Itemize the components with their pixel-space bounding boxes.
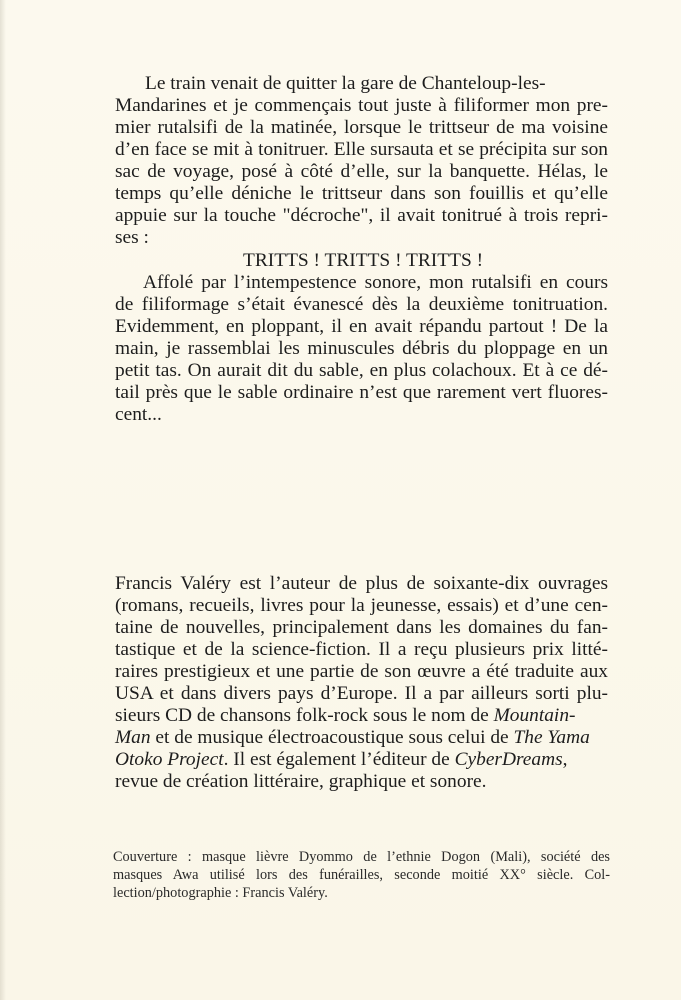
bio-line: USA et dans divers pays d’Europe. Il a par ailleurs sorti plu- (115, 683, 608, 704)
magazine-name: CyberDreams (454, 749, 563, 770)
excerpt-line: tail près que le sable ordinaire n’est que rarement vert fluores- (115, 382, 608, 403)
excerpt-line: Mandarines et je commençais tout juste à filiformer mon pre- (115, 95, 608, 116)
bio-line (115, 727, 590, 749)
excerpt-line: sac de voyage, posé à côté d’elle, sur la banquette. Hélas, le (115, 161, 608, 182)
bio-line: tastique et de la science-fiction. Il a reçu plusieurs prix litté- (115, 639, 608, 660)
excerpt-line: d’en face se mit à tonitruer. Elle sursauta et se précipita sur son (115, 139, 608, 160)
bio-line: taine de nouvelles, principalement dans les domaines du fan- (115, 617, 608, 638)
excerpt-exclamation: TRITTS ! TRITTS ! TRITTS ! (243, 250, 484, 271)
excerpt-line: Le train venait de quitter la gare de Chanteloup-les- (145, 73, 546, 94)
bio-line: raires prestigieux et une partie de son œuvre a été traduite aux (115, 661, 608, 682)
bio-line: revue de création littéraire, graphique et sonore. (115, 771, 487, 792)
bio-line (115, 749, 568, 771)
excerpt-line: main, je rassemblai les minuscules débris du ploppage en un (115, 338, 608, 359)
bio-text: sieurs CD de chansons folk-rock sous le nom de (115, 705, 489, 726)
bio-line: Francis Valéry est l’auteur de plus de soixante-dix ouvrages (115, 573, 608, 594)
band-name-mountain: Mountain- (493, 705, 576, 726)
bio-text: , (562, 749, 568, 770)
excerpt-line: de filiformage s’était évanescé dès la deuxième tonitruation. (115, 294, 608, 315)
project-name-otoko: Otoko Project (115, 749, 224, 770)
excerpt-line: mier rutalsifi de la matinée, lorsque le trittseur de ma voisine (115, 117, 608, 138)
excerpt-line: petit tas. On aurait dit du sable, en plus colachoux. Et à ce dé- (115, 360, 608, 381)
excerpt-line: Evidemment, en ploppant, il en avait répandu partout ! De la (115, 316, 608, 337)
caption-line: Couverture : masque lièvre Dyommo de l’ethnie Dogon (Mali), société des (113, 849, 610, 865)
caption-line: lection/photographie : Francis Valéry. (113, 885, 328, 901)
excerpt-line: cent... (115, 404, 162, 425)
excerpt-line: Affolé par l’intempestence sonore, mon rutalsifi en cours (143, 272, 608, 293)
excerpt-line: temps qu’elle déniche le trittseur dans son fouillis et qu’elle (115, 183, 608, 204)
page-edge-shadow (0, 0, 6, 1000)
bio-text: . Il est également l’éditeur de (223, 749, 450, 770)
bio-line: (romans, recueils, livres pour la jeunesse, essais) et d’une cen- (115, 595, 608, 616)
bio-line (115, 705, 575, 727)
project-name-yama: The Yama (513, 727, 590, 748)
band-name-man: Man (115, 727, 151, 748)
caption-line: masques Awa utilisé lors des funérailles, seconde moitié XX° siècle. Col- (113, 867, 610, 883)
excerpt-line: appuie sur la touche "décroche", il avait tonitrué à trois repri- (115, 205, 608, 226)
excerpt-line: ses : (115, 227, 149, 248)
bio-text: et de musique électroacoustique sous celui de (155, 727, 509, 748)
